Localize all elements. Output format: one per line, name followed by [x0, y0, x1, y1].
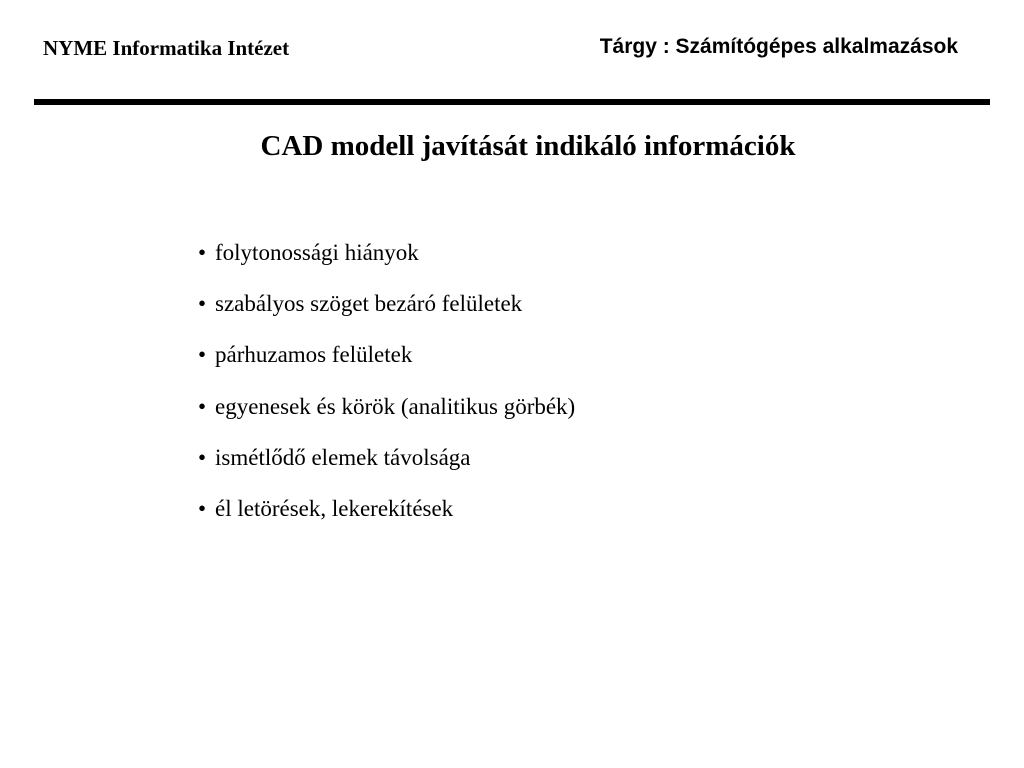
slide-title: CAD modell javítását indikáló információk — [260, 130, 796, 162]
list-item-text: folytonossági hiányok — [215, 240, 419, 265]
list-item-text: ismétlődő elemek távolsága — [215, 444, 471, 470]
bullet-icon: • — [198, 342, 207, 368]
bullet-list — [198, 239, 575, 546]
institute-name: NYME Informatika Intézet — [43, 36, 290, 60]
header-divider — [34, 99, 990, 105]
list-item — [198, 393, 575, 444]
list-item — [198, 444, 575, 495]
list-item-text: szabályos szöget bezáró felületek — [215, 291, 523, 317]
list-item — [198, 341, 575, 392]
list-item — [198, 495, 575, 546]
list-item — [198, 239, 575, 290]
bullet-icon: • — [198, 393, 207, 419]
bullet-icon: • — [198, 444, 207, 470]
bullet-icon: • — [198, 495, 207, 521]
bullet-icon: • — [198, 240, 207, 265]
list-item-text: párhuzamos felületek — [215, 342, 413, 368]
bullet-icon: • — [198, 291, 207, 317]
list-item-text: egyenesek és körök (analitikus görbék) — [215, 393, 576, 419]
list-item-text: él letörések, lekerekítések — [215, 495, 454, 521]
list-item — [198, 290, 575, 341]
subject-title: Tárgy : Számítógépes alkalmazások — [599, 35, 958, 58]
